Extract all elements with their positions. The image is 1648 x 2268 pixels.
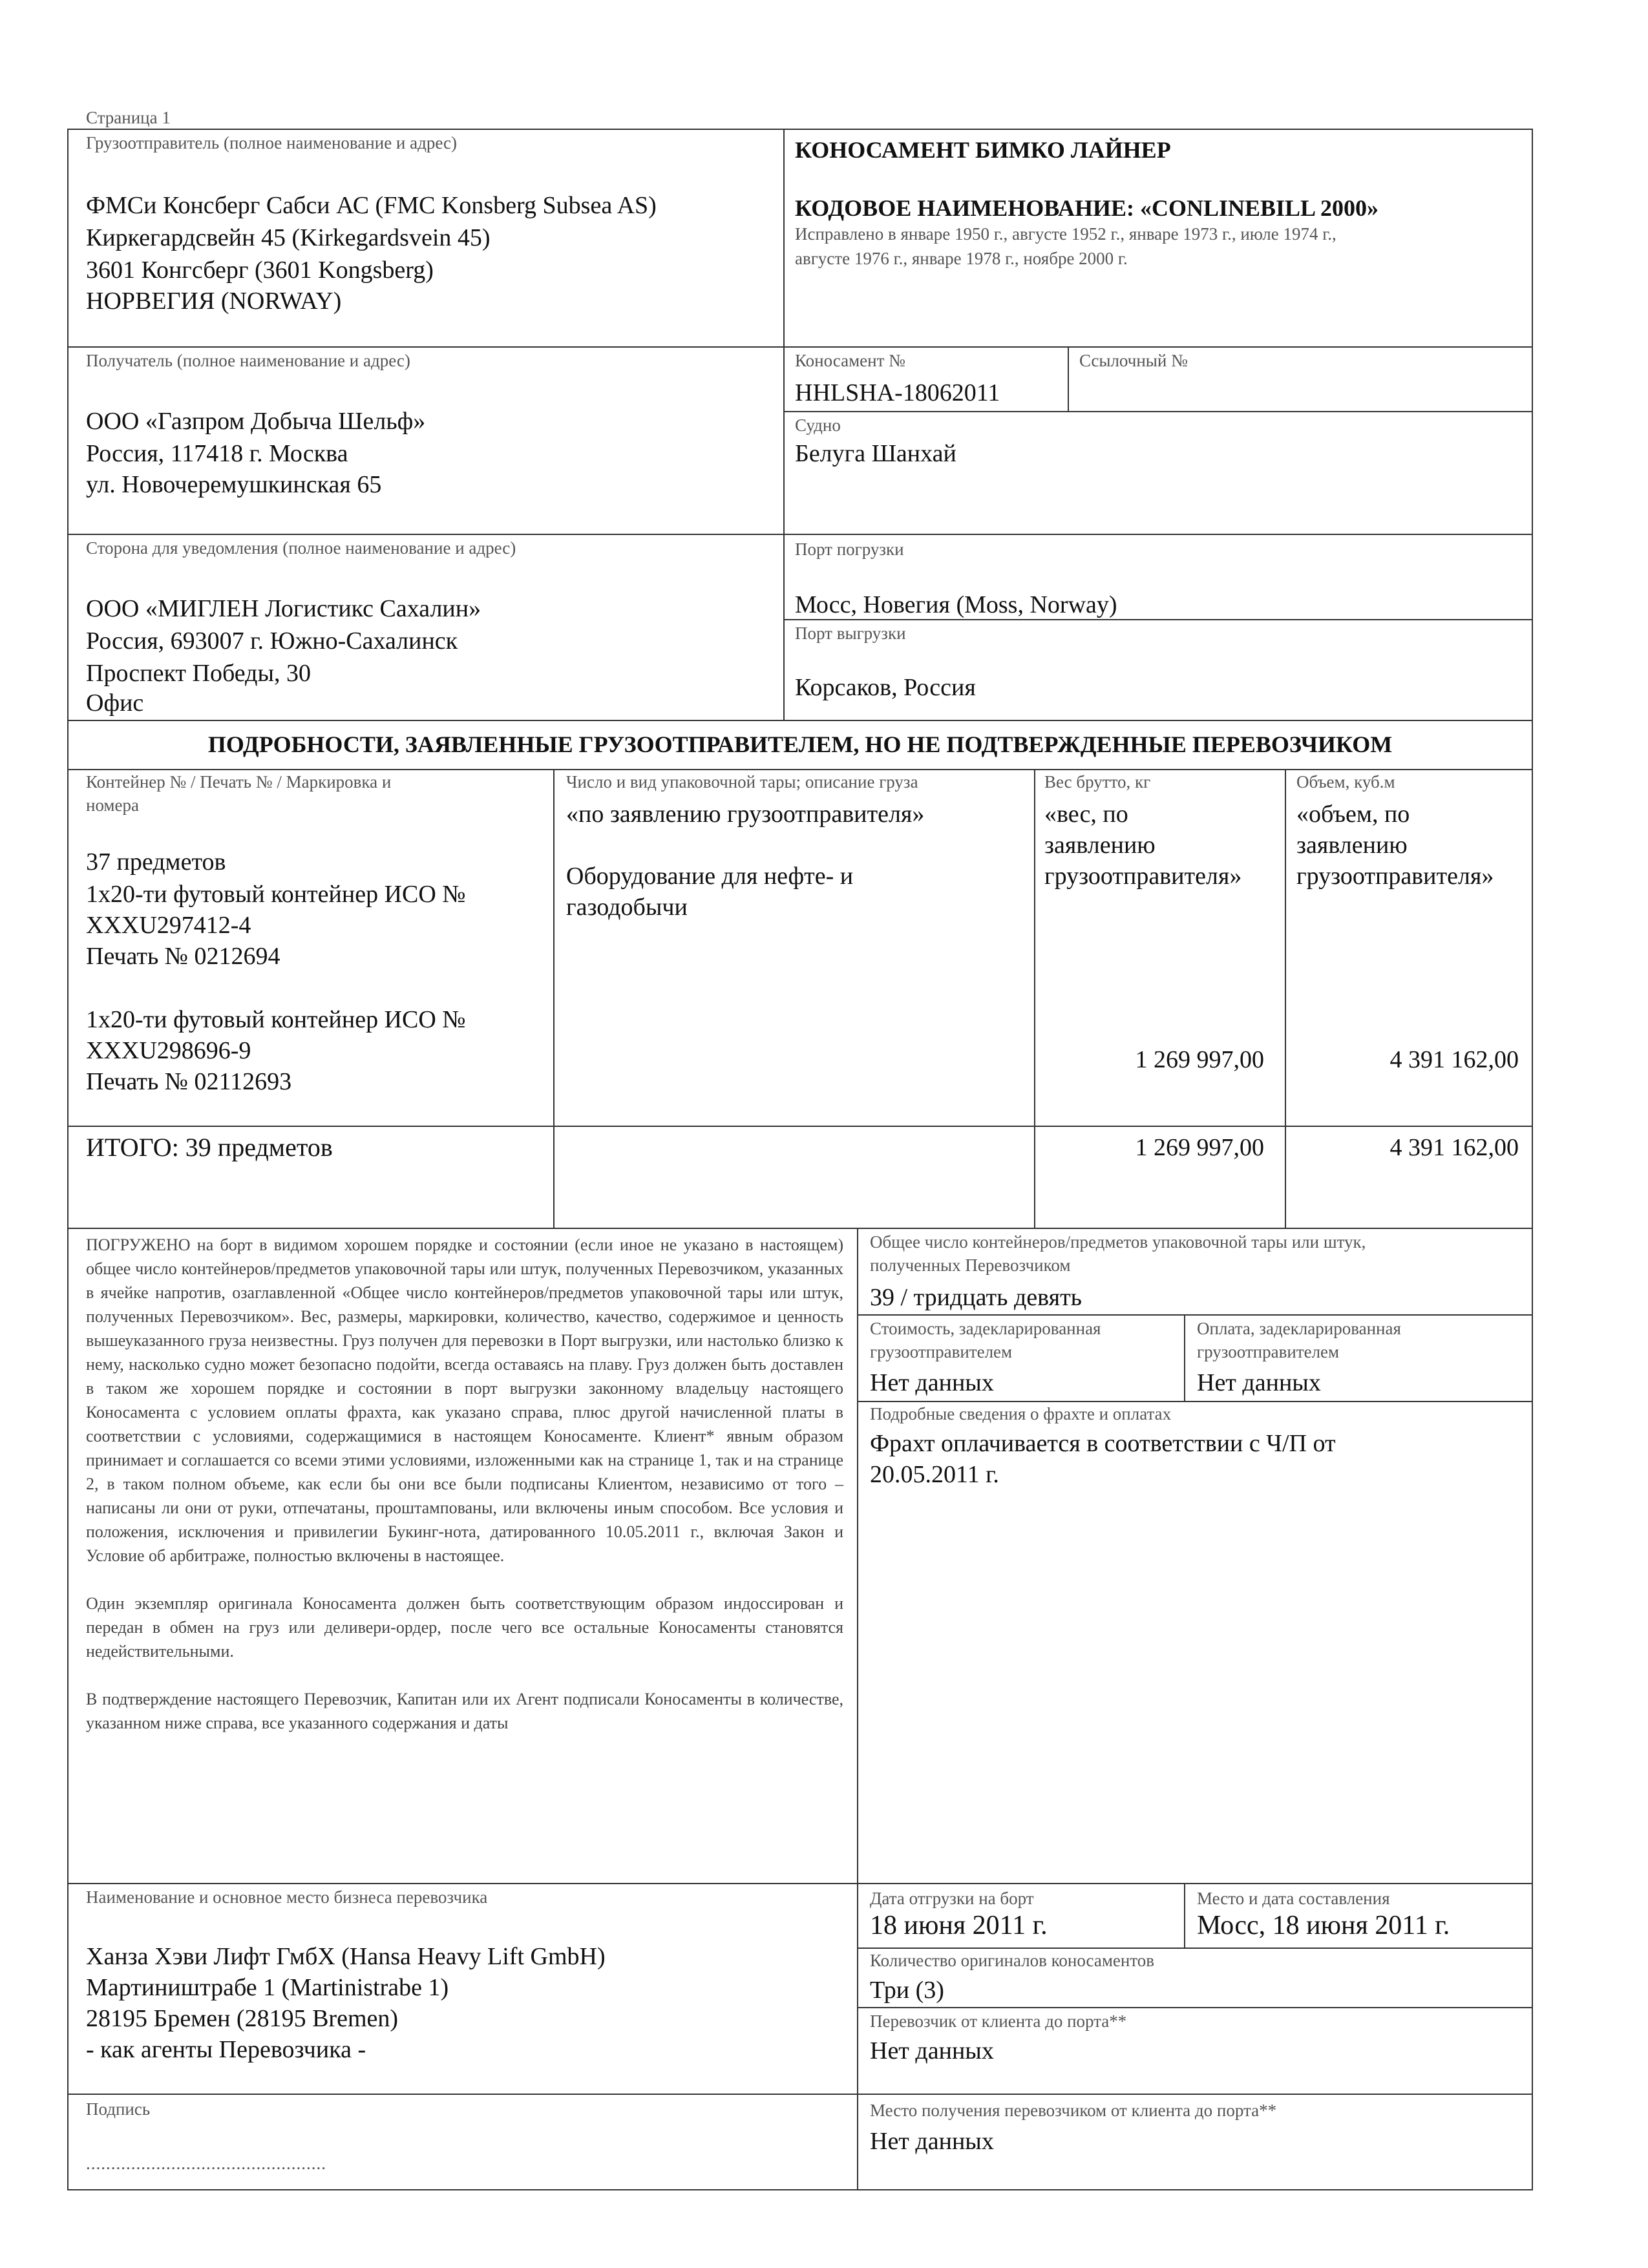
volume-note: грузоотправителя» (1296, 863, 1494, 890)
divider (857, 2007, 1533, 2008)
carrier-line: Ханза Хэви Лифт ГмбХ (Hansa Heavy Lift GmbH) (86, 1943, 606, 1970)
total-volume: 4 391 162,00 (1389, 1134, 1519, 1161)
place-date-issue-value: Мосс, 18 июня 2011 г. (1197, 1911, 1450, 1940)
bl-number-value: HHLSHA-18062011 (795, 379, 1000, 406)
reference-number-label: Ссылочный № (1079, 351, 1188, 370)
shipped-date-label: Дата отгрузки на борт (870, 1889, 1034, 1908)
pre-carriage-label: Перевозчик от клиента до порта** (870, 2011, 1127, 2031)
originals-value: Три (3) (870, 1977, 944, 2004)
carrier-label: Наименование и основное место бизнеса перевозчика (86, 1887, 488, 1907)
container-line: XXXU298696-9 (86, 1037, 251, 1064)
signature-line: ................................................ (86, 2154, 326, 2173)
divider (783, 411, 1533, 412)
pre-carriage-value: Нет данных (870, 2037, 994, 2064)
divider (783, 129, 785, 720)
terms-paragraph: В подтверждение настоящего Перевозчик, Капитан или их Агент подписали Коносаменты в количестве, указанном ниже справа, все указанного содержания и даты (86, 1690, 843, 1732)
shipper-label: Грузоотправитель (полное наименование и адрес) (86, 133, 457, 152)
consignee-line: ул. Новочеремушкинская 65 (86, 471, 382, 498)
border-bottom (67, 2189, 1533, 2190)
packages-note: «по заявлению грузоотправителя» (566, 801, 925, 828)
total-packages-label: полученных Перевозчиком (870, 1255, 1071, 1275)
divider (857, 1314, 1533, 1316)
declared-payment-value: Нет данных (1197, 1369, 1321, 1396)
cargo-description: газодобычи (566, 894, 688, 921)
consignee-line: ООО «Газпром Добыча Шельф» (86, 408, 426, 435)
total-label: ИТОГО: 39 предметов (86, 1133, 333, 1162)
notify-party-line: ООО «МИГЛЕН Логистикс Сахалин» (86, 595, 481, 622)
document-title: КОНОСАМЕНТ БИМКО ЛАЙНЕР (795, 137, 1171, 163)
volume-column-label: Объем, куб.м (1296, 772, 1395, 792)
place-of-receipt-label: Место получения перевозчиком от клиента до порта** (870, 2101, 1277, 2120)
divider (1184, 1883, 1185, 1948)
gross-weight-note: «вес, по (1044, 801, 1128, 828)
signature-label: Подпись (86, 2099, 151, 2119)
freight-details: Фрахт оплачивается в соответствии с Ч/П от (870, 1430, 1336, 1457)
consignee-line: Россия, 117418 г. Москва (86, 440, 348, 467)
divider (67, 2094, 1533, 2095)
divider (67, 769, 1533, 770)
container-column-label: Контейнер № / Печать № / Маркировка и (86, 772, 392, 792)
declared-value-label: Стоимость, задекларированная (870, 1319, 1101, 1338)
divider (1285, 769, 1286, 1228)
declared-value-value: Нет данных (870, 1369, 994, 1396)
notify-party-line: Россия, 693007 г. Южно-Сахалинск (86, 627, 458, 655)
shipper-line: НОРВЕГИЯ (NORWAY) (86, 288, 342, 315)
volume-note: заявлению (1296, 832, 1408, 859)
consignee-label: Получатель (полное наименование и адрес) (86, 351, 410, 370)
particulars-header: ПОДРОБНОСТИ, ЗАЯВЛЕННЫЕ ГРУЗООТПРАВИТЕЛЕМ, НО НЕ ПОДТВЕРЖДЕННЫЕ ПЕРЕВОЗЧИКОМ (207, 731, 1393, 757)
shipper-line: 3601 Конгсберг (3601 Kongsberg) (86, 257, 434, 284)
container-line: Печать № 0212694 (86, 943, 280, 970)
notify-party-line: Проспект Победы, 30 (86, 660, 312, 687)
border-left (67, 129, 69, 2190)
vessel-label: Судно (795, 415, 841, 435)
declared-payment-label: Оплата, задекларированная (1197, 1319, 1401, 1338)
carrier-line: 28195 Бремен (28195 Bremen) (86, 2005, 399, 2032)
revision-note: августе 1976 г., январе 1978 г., ноябре 2000 г. (795, 249, 1128, 268)
carrier-line: - как агенты Перевозчика - (86, 2036, 366, 2063)
packages-column-label: Число и вид упаковочной тары; описание груза (566, 772, 918, 792)
originals-label: Количество оригиналов коносаментов (870, 1951, 1155, 1970)
total-gross-weight: 1 269 997,00 (1135, 1134, 1264, 1161)
divider (857, 1401, 1533, 1402)
port-of-discharge-value: Корсаков, Россия (795, 674, 976, 701)
divider (553, 769, 555, 1228)
gross-weight-note: грузоотправителя» (1044, 863, 1242, 890)
bl-number-label: Коносамент № (795, 351, 905, 370)
shipper-line: ФМСи Консберг Сабси АС (FMC Konsberg Subsea AS) (86, 192, 657, 219)
divider (67, 1228, 1533, 1229)
gross-weight-value: 1 269 997,00 (1135, 1046, 1264, 1073)
notify-party-line: Офис (86, 689, 144, 717)
divider (857, 1228, 858, 2190)
border-top (67, 129, 1533, 130)
divider (67, 534, 1533, 535)
volume-value: 4 391 162,00 (1389, 1046, 1519, 1073)
container-column-label: номера (86, 795, 139, 815)
code-name: КОДОВОЕ НАИМЕНОВАНИЕ: «CONLINEBILL 2000» (795, 195, 1379, 221)
divider (1068, 346, 1069, 411)
divider (67, 1126, 1533, 1127)
port-of-loading-value: Мосс, Новегия (Moss, Norway) (795, 591, 1117, 618)
port-of-discharge-label: Порт выгрузки (795, 624, 906, 643)
gross-weight-column-label: Вес брутто, кг (1044, 772, 1151, 792)
declared-payment-label: грузоотправителем (1197, 1342, 1340, 1361)
divider (1034, 769, 1035, 1228)
place-date-issue-label: Место и дата составления (1197, 1889, 1390, 1908)
shipped-date-value: 18 июня 2011 г. (870, 1911, 1048, 1940)
notify-party-label: Сторона для уведомления (полное наименование и адрес) (86, 538, 516, 558)
total-packages-label: Общее число контейнеров/предметов упаковочной тары или штук, (870, 1232, 1366, 1252)
declared-value-label: грузоотправителем (870, 1342, 1013, 1361)
revision-note: Исправлено в январе 1950 г., августе 1952 г., январе 1973 г., июле 1974 г., (795, 224, 1336, 244)
freight-label: Подробные сведения о фрахте и оплатах (870, 1404, 1172, 1423)
volume-note: «объем, по (1296, 801, 1410, 828)
gross-weight-note: заявлению (1044, 832, 1156, 859)
terms-paragraph: ПОГРУЖЕНО на борт в видимом хорошем порядке и состоянии (если иное не указано в настоящем) общее число контейнеров/предметов упаковочной тары или штук, полученных Перевозчиком, указанных в ячейке напротив, озаглавленной «Общее число контейнеров/предметов упаковочной тары или штук, полученных Перевозчиком». Вес, размеры, маркировки, количество, качество, содержимое и ценность вышеуказанного груза неизвестны. Груз получен для перевозки в Порт выгрузки, или настолько близко к нему, насколько судно может безопасно подойти, всегда оставаясь на плаву. Груз должен быть доставлен в таком же хорошем порядке и состоянии в порт выгрузки законному владельцу настоящего Коносамента с условием оплаты фрахта, как указано справа, плюс другой начисленной платы в соответствии с условиями, содержащимися в настоящем Коносаменте. Клиент* явным образом принимает и соглашается со всеми этими условиями, изложенными как на странице 1, так и на странице 2, в таком полном объеме, как если бы они все были подписаны Клиентом, независимо от того – написаны ли они от руки, отпечатаны, проштампованы, или включены иным способом. Все условия и положения, исключения и привилегии Букинг-нота, датированного 10.05.2011 г., включая Закон и Условие об арбитраже, полностью включены в настоящее. (86, 1235, 843, 1565)
cargo-description: Оборудование для нефте- и (566, 863, 854, 890)
vessel-value: Белуга Шанхай (795, 440, 956, 467)
freight-details: 20.05.2011 г. (870, 1461, 999, 1488)
items-count: 37 предметов (86, 848, 226, 876)
page-label: Страница 1 (86, 108, 171, 127)
place-of-receipt-value: Нет данных (870, 2128, 994, 2155)
container-line: XXXU297412-4 (86, 912, 251, 939)
container-line: Печать № 02112693 (86, 1068, 292, 1095)
port-of-loading-label: Порт погрузки (795, 540, 904, 559)
terms-text (86, 1233, 843, 1735)
carrier-line: Мартиништрабе 1 (Martinistrabe 1) (86, 1974, 449, 2001)
divider (857, 1948, 1533, 1949)
border-right (1532, 129, 1533, 2190)
terms-paragraph: Один экземпляр оригинала Коносамента должен быть соответствующим образом индоссирован и передан в обмен на груз или деливери-ордер, после чего все остальные Коносаменты становятся недействительными. (86, 1594, 843, 1661)
divider (67, 1883, 1533, 1884)
divider (67, 720, 1533, 721)
total-packages-value: 39 / тридцать девять (870, 1284, 1083, 1311)
divider (1184, 1314, 1185, 1401)
container-line: 1x20-ти футовый контейнер ИСО № (86, 1006, 466, 1033)
container-line: 1x20-ти футовый контейнер ИСО № (86, 881, 466, 908)
shipper-line: Киркегардсвейн 45 (Kirkegardsvein 45) (86, 224, 491, 251)
divider (67, 346, 1533, 348)
